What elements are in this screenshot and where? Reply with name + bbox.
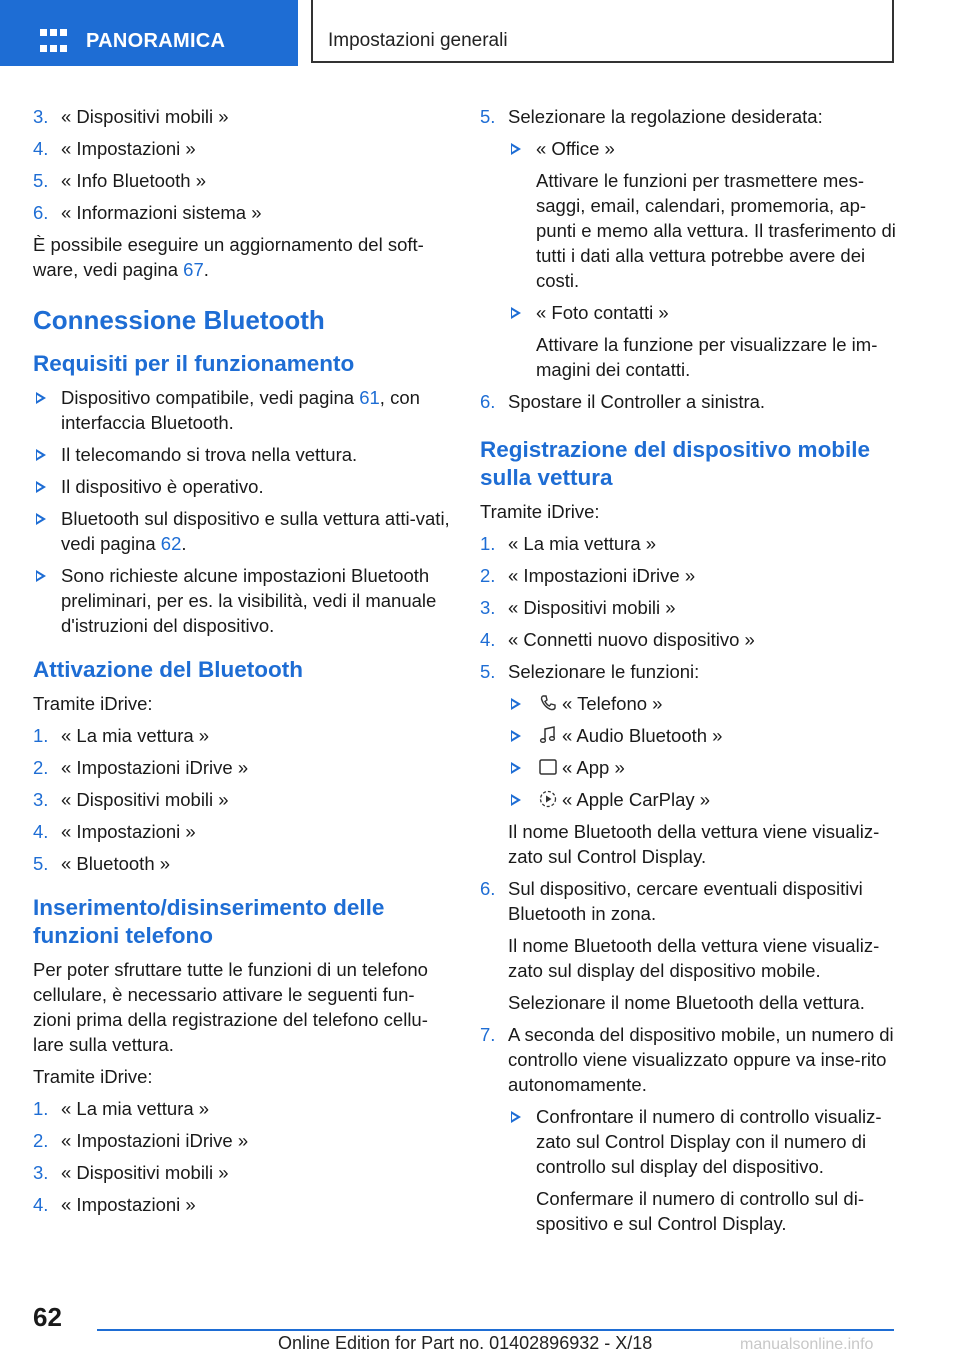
list-item: Il dispositivo è operativo.: [33, 474, 451, 499]
triangle-bullet-icon: [511, 143, 521, 155]
function-list: [480, 691, 898, 869]
triangle-bullet-icon: [36, 392, 46, 404]
triangle-bullet-icon: [36, 449, 46, 461]
left-column: [33, 104, 451, 1224]
list-item: 2. « Impostazioni iDrive »: [480, 565, 696, 586]
page-number: 62: [33, 1302, 62, 1332]
list-item: 3. « Dispositivi mobili »: [33, 1162, 229, 1183]
list-item: 4. « Impostazioni »: [33, 1194, 196, 1215]
phone-icon: [538, 693, 558, 713]
list-item: 3. « Dispositivi mobili »: [33, 789, 229, 810]
list-item: 4. « Connetti nuovo dispositivo »: [480, 629, 755, 650]
tramite-text: Tramite iDrive:: [33, 1066, 153, 1087]
triangle-bullet-icon: [511, 698, 521, 710]
list-item: « Telefono »: [508, 691, 898, 716]
footer-divider: [97, 1329, 894, 1331]
list-item: Dispositivo compatibile, vedi pagina 61, con interfaccia Bluetooth.: [33, 385, 451, 435]
list-item: « Foto contatti »: [508, 300, 898, 325]
foto-description: Attivare la funzione per visualizzare le im-magini dei contatti.: [536, 334, 878, 380]
footer-edition: Online Edition for Part no. 01402896932 - X/18: [278, 1333, 653, 1353]
list-item: 6. Spostare il Controller a sinistra.: [480, 391, 766, 412]
list-item: 3. « Dispositivi mobili »: [33, 106, 229, 127]
list-item: Il telecomando si trova nella vettura.: [33, 442, 451, 467]
tramite-text: Tramite iDrive:: [33, 693, 153, 714]
list-item: 7. A seconda del dispositivo mobile, un numero di controllo viene visualizzato oppure va inse-rito autonomamente.: [480, 1024, 894, 1095]
inserimento-paragraph: Per poter sfruttare tutte le funzioni di un telefono cellulare, è necessario attivare le seguenti fun-zioni prima della registrazione del telefono cellu-lare sulla vettura.: [33, 959, 428, 1055]
app-square-icon: [538, 757, 558, 777]
page-link[interactable]: 62: [160, 533, 182, 554]
music-note-icon: [538, 725, 558, 745]
right-column: [480, 104, 898, 1243]
list-item: 5. « Bluetooth »: [33, 853, 171, 874]
list-item: 2. « Impostazioni iDrive »: [33, 757, 249, 778]
page-link[interactable]: 61: [359, 387, 380, 408]
heading-attivazione: Attivazione del Bluetooth: [33, 657, 303, 682]
conferma-paragraph: Confermare il numero di controllo sul di-spositivo e sul Control Display.: [536, 1188, 864, 1234]
heading-connessione: Connessione Bluetooth: [33, 305, 325, 335]
function-note: Il nome Bluetooth della vettura viene visualiz-zato sul Control Display.: [508, 821, 880, 867]
office-description: Attivare le funzioni per trasmettere mes-saggi, email, calendari, promemoria, ap-punti e memo alla vettura. Il trasferimento di tutti i dati alla vettura potrebbe avere dei costi.: [536, 170, 896, 291]
heading-inserimento: Inserimento/disinserimento delle funzioni telefono: [33, 895, 385, 948]
list-item: Confrontare il numero di controllo visualiz-zato sul Control Display con il numero di controllo sul display del dispositivo.: [508, 1104, 898, 1179]
grid-icon: [40, 29, 67, 52]
list-item: « Office »: [508, 136, 898, 161]
list-item: 4. « Impostazioni »: [33, 821, 196, 842]
list-item: 5. Selezionare la regolazione desiderata:: [480, 106, 823, 127]
list-item: 5. « Info Bluetooth »: [33, 170, 207, 191]
list-item: 1. « La mia vettura »: [480, 533, 657, 554]
list-item: 1. « La mia vettura »: [33, 1098, 210, 1119]
header-title-box: [311, 0, 894, 63]
tramite-text: Tramite iDrive:: [480, 501, 600, 522]
triangle-bullet-icon: [511, 1111, 521, 1123]
triangle-bullet-icon: [36, 513, 46, 525]
list-item: « Apple CarPlay »: [508, 787, 898, 812]
list-item: Bluetooth sul dispositivo e sulla vettura atti-vati, vedi pagina 62.: [33, 506, 451, 556]
header-section-label: PANORAMICA: [86, 30, 226, 52]
triangle-bullet-icon: [36, 481, 46, 493]
list-item: Sono richieste alcune impostazioni Bluetooth preliminari, per es. la visibilità, vedi il manuale d'istruzioni del dispositivo.: [33, 563, 451, 638]
list-item: 6. Sul dispositivo, cercare eventuali dispositivi Bluetooth in zona.: [480, 878, 863, 924]
list-item: 1. « La mia vettura »: [33, 725, 210, 746]
triangle-bullet-icon: [511, 794, 521, 806]
list-item: 5. Selezionare le funzioni:: [480, 661, 700, 682]
sub-list: [480, 136, 898, 382]
sub-list: [480, 1104, 898, 1236]
triangle-bullet-icon: [511, 307, 521, 319]
carplay-icon: [538, 789, 558, 809]
reg6-paragraph: Il nome Bluetooth della vettura viene visualiz-zato sul display del dispositivo mobile.: [508, 935, 880, 981]
list-item: 2. « Impostazioni iDrive »: [33, 1130, 249, 1151]
triangle-bullet-icon: [36, 570, 46, 582]
list-item: 6. « Informazioni sistema »: [33, 202, 262, 223]
heading-registrazione: Registrazione del dispositivo mobile sulla vettura: [480, 437, 871, 490]
header-title: Impostazioni generali: [328, 30, 508, 51]
header-section-tab[interactable]: [0, 0, 298, 66]
heading-requisiti: Requisiti per il funzionamento: [33, 351, 355, 376]
list-item: 3. « Dispositivi mobili »: [480, 597, 676, 618]
watermark: manualsonline.info: [740, 1336, 874, 1353]
triangle-bullet-icon: [511, 730, 521, 742]
reg6-paragraph: Selezionare il nome Bluetooth della vettura.: [508, 992, 865, 1013]
update-paragraph: È possibile eseguire un aggiornamento del soft-ware, vedi pagina 67.: [33, 234, 424, 280]
page-link[interactable]: 67: [183, 259, 204, 280]
list-item: 4. « Impostazioni »: [33, 138, 196, 159]
triangle-bullet-icon: [511, 762, 521, 774]
list-item: « App »: [508, 755, 898, 780]
list-item: « Audio Bluetooth »: [508, 723, 898, 748]
